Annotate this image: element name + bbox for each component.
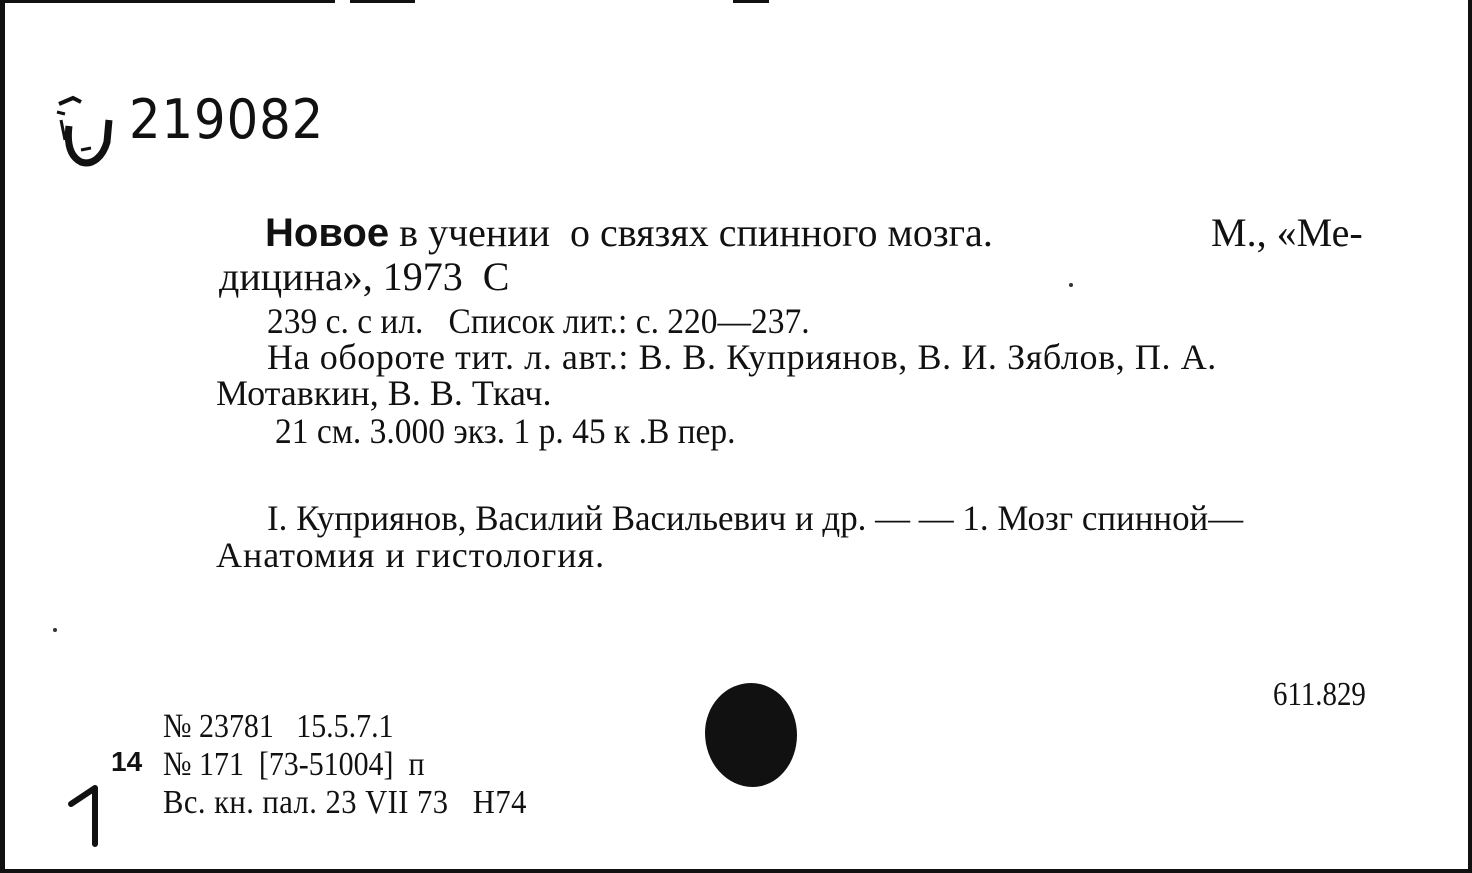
order-line-3: Вс. кн. пал. 23 VII 73 Н74 — [163, 784, 527, 821]
speck — [1069, 283, 1073, 287]
punched-hole — [705, 683, 797, 787]
order-line-1: № 23781 15.5.7.1 — [163, 708, 394, 745]
order-prefix: 14 — [111, 746, 143, 777]
accession-number: 219082 — [129, 88, 325, 151]
order-line-2: № 171 [73-51004] п — [163, 746, 425, 783]
speck — [53, 628, 57, 632]
stamp-mark-icon — [51, 90, 123, 172]
tracing-line-1: I. Куприянов, Василий Васильевич и др. — — 1. Мозг спинной— — [267, 498, 1244, 538]
handwritten-mark — [65, 782, 115, 848]
authors-line-2: Мотавкин, В. В. Ткач. — [216, 373, 552, 413]
classification-number: 611.829 — [1273, 676, 1366, 713]
publisher-line: М., «Ме- — [1211, 210, 1363, 255]
top-edge-mark — [350, 0, 415, 3]
physical-description: 21 см. 3.000 экз. 1 р. 45 к .В пер. — [275, 411, 736, 451]
authors-line-1: На обороте тит. л. авт.: В. В. Куприянов, В. И. Зяблов, П. А. — [267, 337, 1217, 377]
title-line-1 — [265, 210, 993, 255]
top-edge-mark — [5, 0, 335, 3]
extent-line: 239 с. с ил. Список лит.: с. 220—237. — [267, 301, 810, 341]
title-text: в учении о связях спинного мозга. — [399, 210, 993, 255]
title-line-2: дицина», 1973 С — [219, 254, 510, 299]
top-edge-mark — [733, 0, 769, 3]
tracing-line-2: Анатомия и гистология. — [216, 535, 606, 575]
title-bold-word: Новое — [265, 211, 390, 255]
